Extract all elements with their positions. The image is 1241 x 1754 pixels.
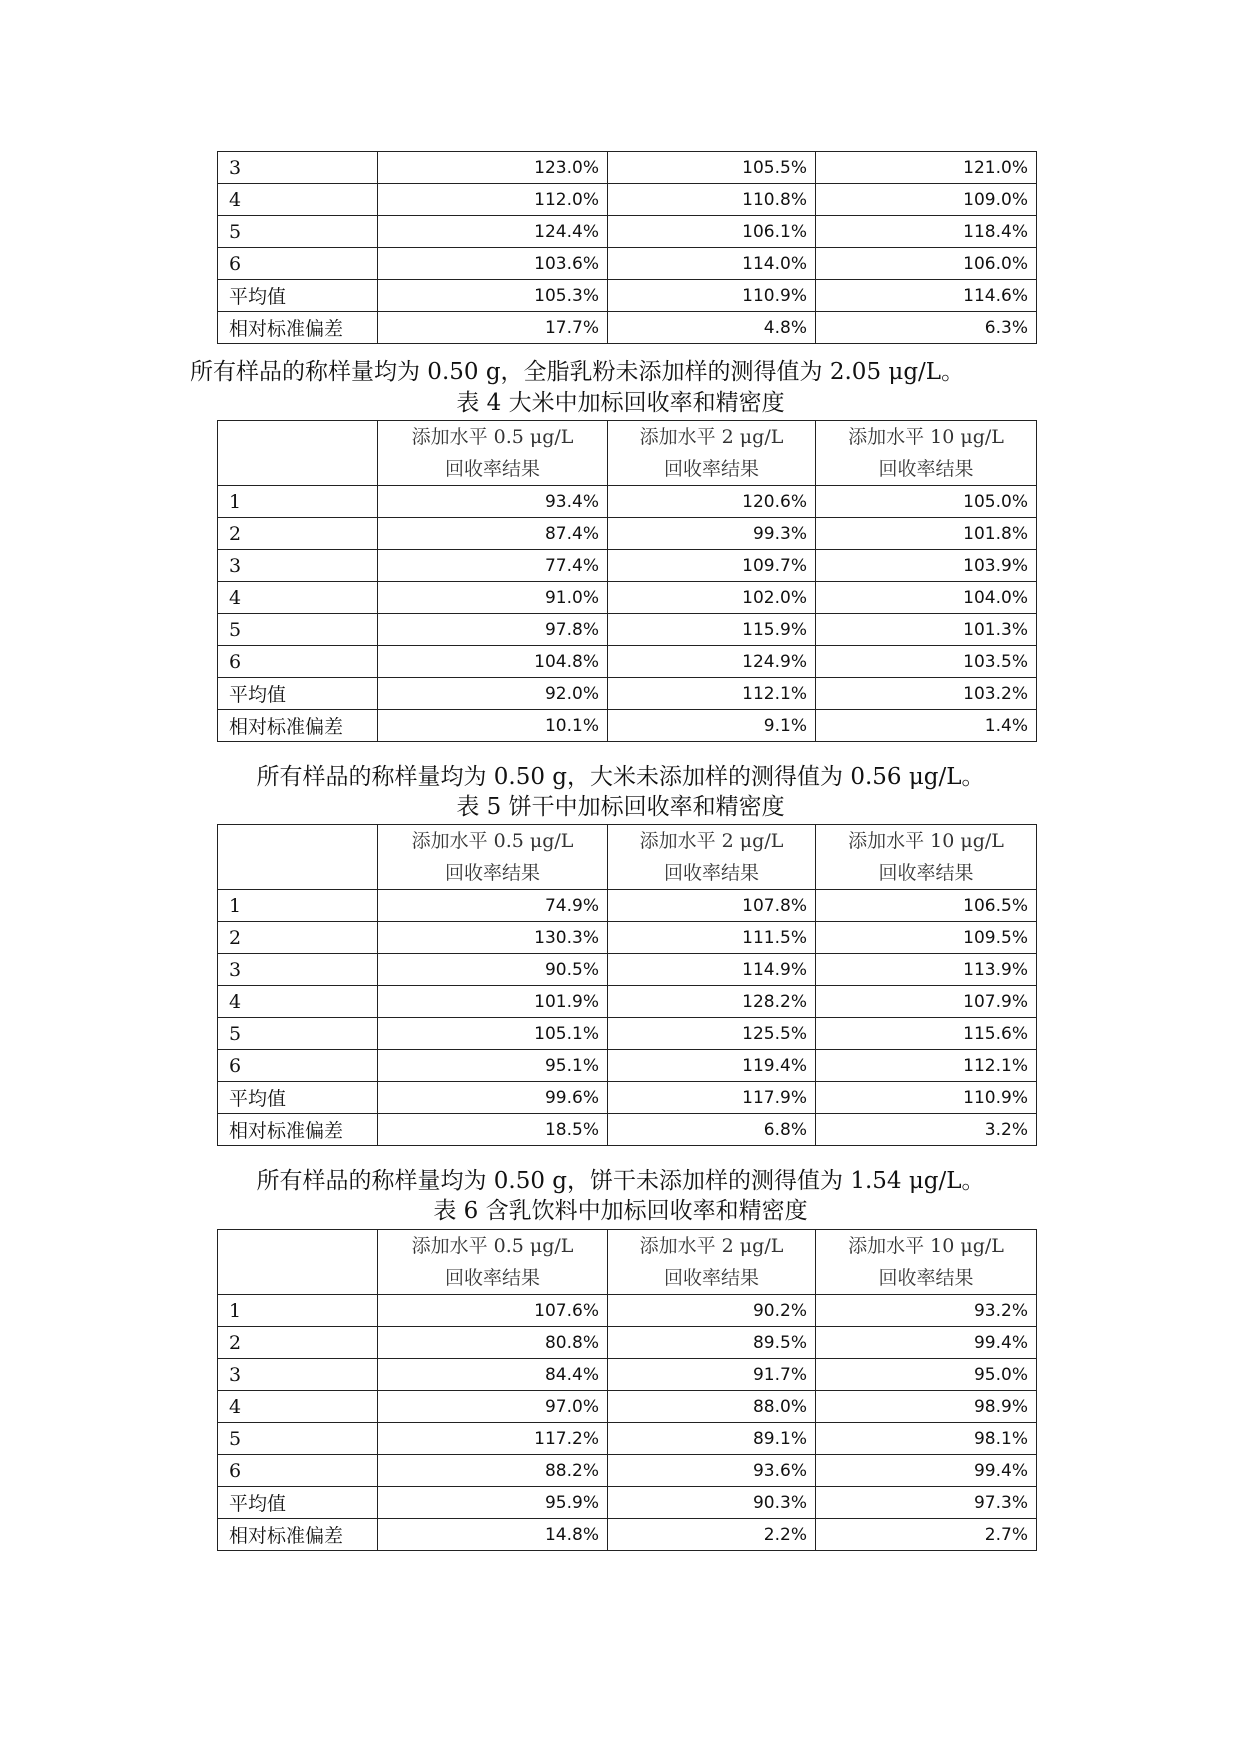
- row-label-cell: 平均值: [218, 280, 378, 312]
- recovery-value-cell: 105.0%: [816, 486, 1037, 518]
- header-cell: [378, 421, 608, 486]
- recovery-value-cell: 119.4%: [608, 1050, 816, 1082]
- recovery-value-cell: 99.4%: [816, 1455, 1037, 1487]
- recovery-value-cell: 128.2%: [608, 986, 816, 1018]
- table-row: [218, 614, 1037, 646]
- recovery-value-cell: 125.5%: [608, 1018, 816, 1050]
- row-label-cell: 平均值: [218, 1082, 378, 1114]
- table4-footnote: 所有样品的称样量均为 0.50 g，大米未添加样的测得值为 0.56 μg/L。: [256, 764, 985, 790]
- recovery-value-cell: 88.0%: [608, 1391, 816, 1423]
- recovery-value-cell: 112.1%: [816, 1050, 1037, 1082]
- recovery-value-cell: 113.9%: [816, 954, 1037, 986]
- table-row: [218, 1295, 1037, 1327]
- table-row: [218, 1327, 1037, 1359]
- header-result-text: 回收率结果: [878, 862, 974, 884]
- recovery-value-cell: 105.5%: [608, 152, 816, 184]
- row-label-cell: 相对标准偏差: [218, 1519, 378, 1551]
- recovery-value-cell: 93.4%: [378, 486, 608, 518]
- recovery-value-cell: 90.5%: [378, 954, 608, 986]
- recovery-value-cell: 102.0%: [608, 582, 816, 614]
- header-level-text: 添加水平 10 μg/L: [848, 426, 1004, 448]
- recovery-value-cell: 117.2%: [378, 1423, 608, 1455]
- row-label-cell: 6: [218, 1455, 378, 1487]
- recovery-value-cell: 111.5%: [608, 922, 816, 954]
- table-row: [218, 986, 1037, 1018]
- header-level-text: 添加水平 0.5 μg/L: [411, 830, 574, 852]
- header-level-text: 添加水平 0.5 μg/L: [411, 426, 574, 448]
- recovery-value-cell: 93.6%: [608, 1455, 816, 1487]
- row-label-cell: 相对标准偏差: [218, 312, 378, 344]
- row-label-cell: 3: [218, 550, 378, 582]
- table-row: [218, 1114, 1037, 1146]
- recovery-value-cell: 98.9%: [816, 1391, 1037, 1423]
- recovery-value-cell: 14.8%: [378, 1519, 608, 1551]
- recovery-value-cell: 93.2%: [816, 1295, 1037, 1327]
- header-cell: [816, 825, 1037, 890]
- recovery-value-cell: 115.6%: [816, 1018, 1037, 1050]
- table-row: [218, 1487, 1037, 1519]
- table-row: [218, 486, 1037, 518]
- recovery-value-cell: 118.4%: [816, 216, 1037, 248]
- recovery-value-cell: 87.4%: [378, 518, 608, 550]
- recovery-value-cell: 109.0%: [816, 184, 1037, 216]
- recovery-value-cell: 18.5%: [378, 1114, 608, 1146]
- table4-body: [218, 486, 1037, 742]
- recovery-value-cell: 117.9%: [608, 1082, 816, 1114]
- table5-footnote: 所有样品的称样量均为 0.50 g，饼干未添加样的测得值为 1.54 μg/L。: [256, 1168, 985, 1194]
- recovery-value-cell: 97.3%: [816, 1487, 1037, 1519]
- row-label-cell: 4: [218, 582, 378, 614]
- row-label-cell: 1: [218, 1295, 378, 1327]
- recovery-value-cell: 106.1%: [608, 216, 816, 248]
- row-label-cell: 6: [218, 646, 378, 678]
- header-level-text: 添加水平 10 μg/L: [848, 1235, 1004, 1257]
- recovery-value-cell: 103.6%: [378, 248, 608, 280]
- header-corner-cell: [218, 421, 378, 486]
- table-row: [218, 216, 1037, 248]
- table5-header: [218, 825, 1037, 890]
- table6: [217, 1229, 1037, 1551]
- recovery-value-cell: 3.2%: [816, 1114, 1037, 1146]
- row-label-cell: 1: [218, 486, 378, 518]
- recovery-value-cell: 95.9%: [378, 1487, 608, 1519]
- table-row: [218, 518, 1037, 550]
- table-row: [218, 646, 1037, 678]
- table-row: [218, 582, 1037, 614]
- recovery-value-cell: 6.3%: [816, 312, 1037, 344]
- header-level-text: 添加水平 2 μg/L: [639, 426, 784, 448]
- recovery-value-cell: 99.4%: [816, 1327, 1037, 1359]
- recovery-value-cell: 101.3%: [816, 614, 1037, 646]
- header-cell: [608, 421, 816, 486]
- recovery-value-cell: 103.9%: [816, 550, 1037, 582]
- row-label-cell: 5: [218, 216, 378, 248]
- recovery-value-cell: 110.8%: [608, 184, 816, 216]
- recovery-value-cell: 17.7%: [378, 312, 608, 344]
- header-result-text: 回收率结果: [663, 1267, 759, 1289]
- header-cell: [816, 1230, 1037, 1295]
- row-label-cell: 5: [218, 614, 378, 646]
- recovery-value-cell: 121.0%: [816, 152, 1037, 184]
- table-row: [218, 954, 1037, 986]
- recovery-value-cell: 88.2%: [378, 1455, 608, 1487]
- table-row: [218, 710, 1037, 742]
- table3-continued: [217, 151, 1037, 344]
- row-label-cell: 4: [218, 184, 378, 216]
- header-cell: [816, 421, 1037, 486]
- table5: [217, 824, 1037, 1146]
- recovery-value-cell: 92.0%: [378, 678, 608, 710]
- recovery-value-cell: 95.0%: [816, 1359, 1037, 1391]
- recovery-value-cell: 101.9%: [378, 986, 608, 1018]
- recovery-value-cell: 107.6%: [378, 1295, 608, 1327]
- table-row: [218, 922, 1037, 954]
- recovery-value-cell: 110.9%: [816, 1082, 1037, 1114]
- recovery-value-cell: 114.9%: [608, 954, 816, 986]
- recovery-value-cell: 1.4%: [816, 710, 1037, 742]
- recovery-value-cell: 99.6%: [378, 1082, 608, 1114]
- table4-header: [218, 421, 1037, 486]
- table-row: [218, 280, 1037, 312]
- row-label-cell: 5: [218, 1018, 378, 1050]
- recovery-value-cell: 130.3%: [378, 922, 608, 954]
- row-label-cell: 6: [218, 1050, 378, 1082]
- recovery-value-cell: 106.5%: [816, 890, 1037, 922]
- row-label-cell: 2: [218, 518, 378, 550]
- recovery-value-cell: 89.1%: [608, 1423, 816, 1455]
- header-row: [218, 421, 1037, 486]
- recovery-value-cell: 103.2%: [816, 678, 1037, 710]
- recovery-value-cell: 112.0%: [378, 184, 608, 216]
- header-level-text: 添加水平 10 μg/L: [848, 830, 1004, 852]
- table5-caption: 表 5 饼干中加标回收率和精密度: [456, 794, 785, 820]
- recovery-value-cell: 97.8%: [378, 614, 608, 646]
- recovery-value-cell: 104.8%: [378, 646, 608, 678]
- table-row: [218, 550, 1037, 582]
- recovery-value-cell: 115.9%: [608, 614, 816, 646]
- table4-caption: 表 4 大米中加标回收率和精密度: [456, 390, 785, 416]
- row-label-cell: 相对标准偏差: [218, 1114, 378, 1146]
- recovery-value-cell: 77.4%: [378, 550, 608, 582]
- row-label-cell: 5: [218, 1423, 378, 1455]
- row-label-cell: 4: [218, 986, 378, 1018]
- table-row: [218, 1018, 1037, 1050]
- header-corner-cell: [218, 825, 378, 890]
- recovery-value-cell: 109.7%: [608, 550, 816, 582]
- table-row: [218, 1050, 1037, 1082]
- recovery-value-cell: 84.4%: [378, 1359, 608, 1391]
- header-result-text: 回收率结果: [444, 1267, 540, 1289]
- recovery-value-cell: 105.1%: [378, 1018, 608, 1050]
- header-result-text: 回收率结果: [878, 1267, 974, 1289]
- recovery-value-cell: 112.1%: [608, 678, 816, 710]
- table-row: [218, 1391, 1037, 1423]
- recovery-value-cell: 91.7%: [608, 1359, 816, 1391]
- recovery-value-cell: 106.0%: [816, 248, 1037, 280]
- recovery-value-cell: 74.9%: [378, 890, 608, 922]
- recovery-value-cell: 9.1%: [608, 710, 816, 742]
- header-level-text: 添加水平 2 μg/L: [639, 1235, 784, 1257]
- row-label-cell: 1: [218, 890, 378, 922]
- recovery-value-cell: 107.9%: [816, 986, 1037, 1018]
- recovery-value-cell: 110.9%: [608, 280, 816, 312]
- table-row: [218, 1519, 1037, 1551]
- table-row: [218, 152, 1037, 184]
- table-row: [218, 1423, 1037, 1455]
- table-row: [218, 1359, 1037, 1391]
- header-cell: [378, 825, 608, 890]
- recovery-value-cell: 124.9%: [608, 646, 816, 678]
- row-label-cell: 6: [218, 248, 378, 280]
- row-label-cell: 3: [218, 1359, 378, 1391]
- row-label-cell: 平均值: [218, 1487, 378, 1519]
- row-label-cell: 3: [218, 152, 378, 184]
- table-row: [218, 890, 1037, 922]
- recovery-value-cell: 90.3%: [608, 1487, 816, 1519]
- row-label-cell: 2: [218, 922, 378, 954]
- recovery-value-cell: 2.2%: [608, 1519, 816, 1551]
- recovery-value-cell: 104.0%: [816, 582, 1037, 614]
- recovery-value-cell: 99.3%: [608, 518, 816, 550]
- table-row: [218, 1082, 1037, 1114]
- recovery-value-cell: 80.8%: [378, 1327, 608, 1359]
- recovery-value-cell: 109.5%: [816, 922, 1037, 954]
- header-result-text: 回收率结果: [663, 458, 759, 480]
- recovery-value-cell: 10.1%: [378, 710, 608, 742]
- row-label-cell: 平均值: [218, 678, 378, 710]
- header-level-text: 添加水平 0.5 μg/L: [411, 1235, 574, 1257]
- recovery-value-cell: 123.0%: [378, 152, 608, 184]
- recovery-value-cell: 101.8%: [816, 518, 1037, 550]
- header-result-text: 回收率结果: [878, 458, 974, 480]
- recovery-value-cell: 2.7%: [816, 1519, 1037, 1551]
- header-cell: [608, 1230, 816, 1295]
- row-label-cell: 相对标准偏差: [218, 710, 378, 742]
- recovery-value-cell: 97.0%: [378, 1391, 608, 1423]
- recovery-value-cell: 91.0%: [378, 582, 608, 614]
- header-result-text: 回收率结果: [444, 458, 540, 480]
- table4: [217, 420, 1037, 742]
- header-level-text: 添加水平 2 μg/L: [639, 830, 784, 852]
- recovery-value-cell: 6.8%: [608, 1114, 816, 1146]
- table5-body: [218, 890, 1037, 1146]
- header-result-text: 回收率结果: [444, 862, 540, 884]
- recovery-value-cell: 105.3%: [378, 280, 608, 312]
- table3-footnote: 所有样品的称样量均为 0.50 g，全脂乳粉未添加样的测得值为 2.05 μg/L。: [190, 359, 965, 385]
- recovery-value-cell: 90.2%: [608, 1295, 816, 1327]
- recovery-value-cell: 114.6%: [816, 280, 1037, 312]
- recovery-value-cell: 124.4%: [378, 216, 608, 248]
- recovery-value-cell: 107.8%: [608, 890, 816, 922]
- header-cell: [378, 1230, 608, 1295]
- recovery-value-cell: 89.5%: [608, 1327, 816, 1359]
- header-corner-cell: [218, 1230, 378, 1295]
- header-result-text: 回收率结果: [663, 862, 759, 884]
- recovery-value-cell: 114.0%: [608, 248, 816, 280]
- header-cell: [608, 825, 816, 890]
- header-row: [218, 825, 1037, 890]
- table-row: [218, 312, 1037, 344]
- row-label-cell: 2: [218, 1327, 378, 1359]
- table-row: [218, 678, 1037, 710]
- recovery-value-cell: 103.5%: [816, 646, 1037, 678]
- table6-body: [218, 1295, 1037, 1551]
- table-row: [218, 1455, 1037, 1487]
- table3-body: [218, 152, 1037, 344]
- row-label-cell: 4: [218, 1391, 378, 1423]
- header-row: [218, 1230, 1037, 1295]
- recovery-value-cell: 98.1%: [816, 1423, 1037, 1455]
- recovery-value-cell: 95.1%: [378, 1050, 608, 1082]
- recovery-value-cell: 120.6%: [608, 486, 816, 518]
- table-row: [218, 248, 1037, 280]
- recovery-value-cell: 4.8%: [608, 312, 816, 344]
- table6-header: [218, 1230, 1037, 1295]
- table-row: [218, 184, 1037, 216]
- table6-caption: 表 6 含乳饮料中加标回收率和精密度: [433, 1198, 808, 1224]
- row-label-cell: 3: [218, 954, 378, 986]
